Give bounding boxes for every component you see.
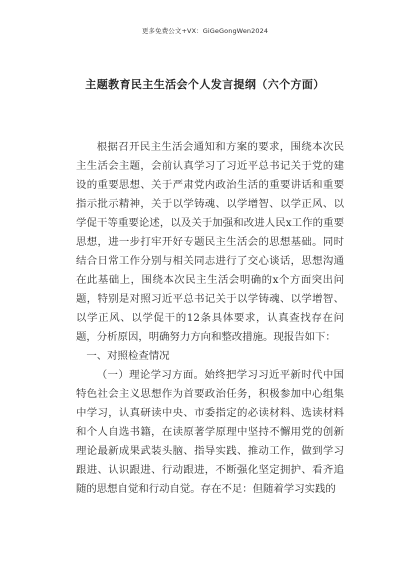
intro-paragraph: 根据召开民主生活会通知和方案的要求，围绕本次民主生活会主题，会前认真学习了习近平总书记关于党的建设的重要思想、关于严肃党内政治生活的重要讲话和重要指示批示精神，关于以学铸魂、以学增智、以学正风、以学促干等重要论述，以及关于加强和改进人民x工作的重要思想，进一步打牢开好专题民主生活会的思想基础。同时结合日常工作分别与相关同志进行了交心谈话，思想沟通在此基础上，围绕本次民主生活会明确的x个方面突出问题，特别是对照习近平总书记关于以学铸魂、以学增智、以学正风、以学促干的12条具体要求，认真查找存在问题，分析原因，明确努力方向和整改措施。现报告如下：	[76, 141, 344, 343]
document-body	[76, 138, 344, 499]
subsection-paragraph: （一）理论学习方面。始终把学习习近平新时代中国特色社会主义思想作为首要政治任务，积极参加中心组集中学习，认真研读中央、市委指定的必读材料、选读材料和个人自选书籍，在读原著学原理中坚持不懈用党的创新理论最新成果武装头脑、指导实践、推动工作，做到学习跟进、认识跟进、行动跟进，不断强化坚定拥护、看齐追随的思想自觉和行动自觉。存在不足：但随着学习实践的	[76, 369, 344, 495]
header-note: 更多免费公文+VX：GiGeGongWen2024	[141, 27, 269, 35]
section-heading: 一、对照检查情况	[86, 350, 170, 362]
document-title: 主题教育民主生活会个人发言提纲（六个方面）	[85, 78, 325, 91]
